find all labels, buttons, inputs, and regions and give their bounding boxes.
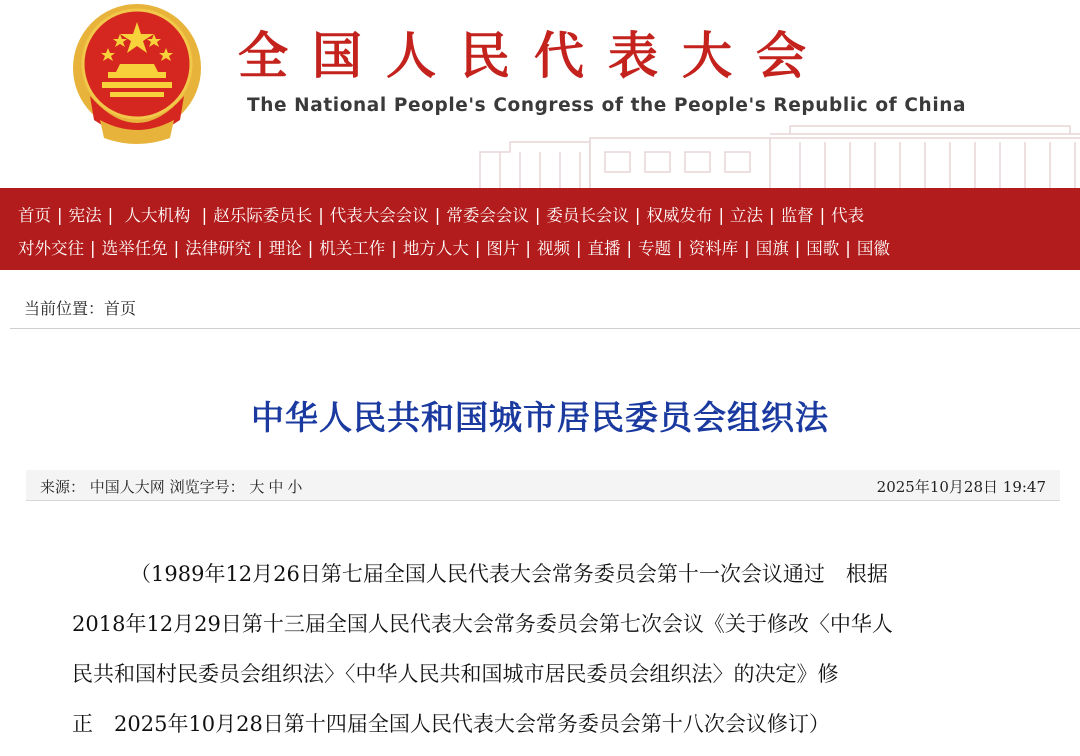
nav-item-deputies[interactable]: 代表	[831, 206, 865, 225]
nav-item-database[interactable]: 资料库	[688, 239, 739, 258]
publish-datetime: 2025年10月28日 19:47	[876, 478, 1046, 496]
article-meta-left	[40, 476, 306, 497]
article-meta-bar	[26, 470, 1060, 500]
nav-item-chairmen-council[interactable]: 委员长会议	[546, 206, 629, 225]
nav-item-home[interactable]: 首页	[18, 206, 51, 225]
nav-item-videos[interactable]: 视频	[536, 239, 570, 258]
site-title-en: The National People's Congress of the People's Republic of China	[247, 95, 967, 116]
nav-item-legal-research[interactable]: 法律研究	[185, 239, 252, 258]
main-navigation	[0, 188, 1080, 270]
nav-item-elections[interactable]: 选举任免	[101, 239, 168, 258]
article-line: 民共和国村民委员会组织法〉〈中华人民共和国城市居民委员会组织法〉的决定》修	[72, 662, 839, 686]
breadcrumb-label: 当前位置：	[24, 299, 105, 318]
article-line: 2018年12月29日第十三届全国人民代表大会常务委员会第七次会议《关于修改〈中华人	[72, 612, 893, 636]
nav-item-chairman[interactable]: 赵乐际委员长	[213, 206, 313, 225]
divider	[26, 500, 1060, 501]
breadcrumb-home-link[interactable]: 首页	[104, 299, 137, 318]
nav-item-congress-sessions[interactable]: 代表大会会议	[329, 206, 429, 225]
font-size-label: 浏览字号：	[169, 478, 245, 496]
nav-item-office-work[interactable]: 机关工作	[319, 239, 386, 258]
nav-item-theory[interactable]: 理论	[268, 239, 302, 258]
nav-row-1: 首页 | 宪法 | 人大机构 | 赵乐际委员长 | 代表大会会议 | 常委会会议 | 委员长会议 | 权威发布 | 立法 | 监督 | 代表	[18, 206, 865, 225]
site-header	[0, 0, 1080, 188]
nav-item-pictures[interactable]: 图片	[486, 239, 520, 258]
font-size-large-button[interactable]: 大	[249, 478, 265, 496]
nav-item-releases[interactable]: 权威发布	[646, 206, 713, 225]
article-title: 中华人民共和国城市居民委员会组织法	[251, 398, 829, 437]
nav-item-national-flag[interactable]: 国旗	[755, 239, 789, 258]
nav-row-2: 对外交往 | 选举任免 | 法律研究 | 理论 | 机关工作 | 地方人大 | 图片 | 视频 | 直播 | 专题 | 资料库 | 国旗 | 国歌 | 国徽	[18, 239, 890, 258]
nav-item-topics[interactable]: 专题	[638, 239, 672, 258]
font-size-medium-button[interactable]: 中	[268, 478, 284, 496]
article-line: 正 2025年10月28日第十四届全国人民代表大会常务委员会第十八次会议修订）	[72, 712, 830, 736]
nav-item-npc-organs[interactable]: 人大机构	[124, 206, 191, 225]
nav-item-national-emblem[interactable]: 国徽	[856, 239, 890, 258]
source-label: 来源：	[40, 478, 86, 496]
nav-item-national-anthem[interactable]: 国歌	[806, 239, 840, 258]
national-emblem-icon	[70, 0, 204, 148]
source-value: 中国人大网	[89, 478, 165, 496]
font-size-small-button[interactable]: 小	[287, 478, 303, 496]
divider	[10, 328, 1080, 329]
site-title-cn: 全国人民代表大会	[238, 27, 830, 85]
article-body	[72, 556, 1012, 756]
nav-item-constitution[interactable]: 宪法	[68, 206, 102, 225]
nav-item-supervision[interactable]: 监督	[780, 206, 814, 225]
nav-item-live[interactable]: 直播	[587, 239, 621, 258]
nav-item-legislation[interactable]: 立法	[730, 206, 763, 225]
great-hall-building-icon	[470, 112, 1080, 188]
nav-item-foreign-exchanges[interactable]: 对外交往	[18, 239, 84, 258]
nav-item-standing-committee-sessions[interactable]: 常委会会议	[446, 206, 529, 225]
nav-item-local-congress[interactable]: 地方人大	[402, 239, 469, 258]
breadcrumb	[24, 296, 136, 319]
article-line: （1989年12月26日第七届全国人民代表大会常务委员会第十一次会议通过 根据	[130, 562, 888, 586]
